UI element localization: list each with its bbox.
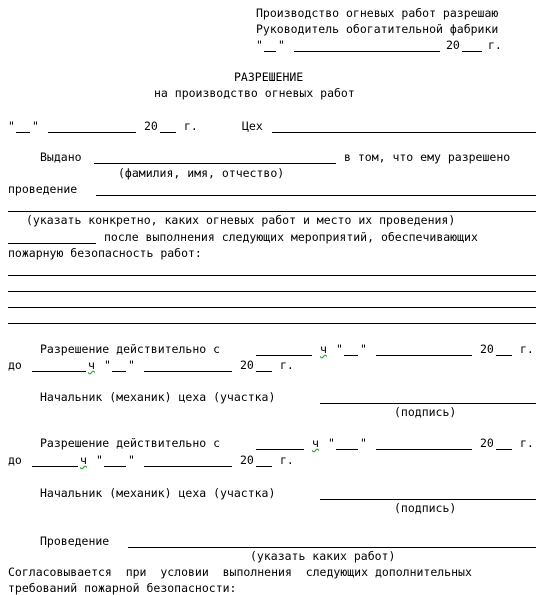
approval-line-2: Руководитель обогатительной фабрики bbox=[256, 22, 499, 36]
validity-2-to-ch: ч bbox=[80, 453, 87, 467]
measures-line-2: пожарную безопасность работ: bbox=[8, 246, 202, 260]
validity-1-to-year-suffix: г. bbox=[280, 358, 294, 372]
head-1-label: Начальник (механик) цеха (участка) bbox=[40, 390, 276, 404]
conduct-label: проведение bbox=[8, 182, 78, 196]
conduct-work-label: Проведение bbox=[40, 534, 110, 548]
validity-1-hour-line[interactable] bbox=[256, 355, 312, 356]
validity-2-month-line[interactable] bbox=[376, 449, 472, 450]
approval-year-prefix: 20 bbox=[446, 38, 460, 52]
validity-2-to-year-suffix: г. bbox=[280, 453, 294, 467]
validity-2-year-line[interactable] bbox=[496, 449, 512, 450]
head-2-sign-hint: (подпись) bbox=[394, 501, 457, 515]
validity-2-ch: ч bbox=[312, 436, 319, 450]
validity-1-year-suffix: г. bbox=[520, 342, 534, 356]
header-quote-close: " bbox=[32, 119, 39, 133]
specify-line[interactable] bbox=[8, 211, 536, 212]
document-subtitle: на производство огневых работ bbox=[154, 86, 355, 100]
validity-1-to-month-line[interactable] bbox=[144, 371, 232, 372]
header-year-line[interactable] bbox=[160, 132, 176, 133]
approval-quote-open: " bbox=[256, 38, 263, 52]
validity-1-to-label: до bbox=[8, 358, 22, 372]
header-month-line[interactable] bbox=[48, 132, 136, 133]
validity-1-to-hour-line[interactable] bbox=[32, 371, 86, 372]
validity-1-ch: ч bbox=[320, 342, 327, 356]
approval-quote-close: " bbox=[278, 38, 285, 52]
header-year-suffix: г. bbox=[184, 119, 198, 133]
validity-1-year-line[interactable] bbox=[496, 355, 512, 356]
conduct-line[interactable] bbox=[96, 195, 536, 196]
validity-2-to-quote-open: " bbox=[96, 453, 103, 467]
measures-entry-line-2[interactable] bbox=[8, 291, 536, 292]
validity-2-to-year-prefix: 20 bbox=[240, 453, 254, 467]
validity-2-to-month-line[interactable] bbox=[144, 466, 232, 467]
header-day-line[interactable] bbox=[16, 132, 30, 133]
validity-1-to-year-prefix: 20 bbox=[240, 358, 254, 372]
approval-day-line[interactable] bbox=[264, 51, 276, 52]
measures-entry-line-3[interactable] bbox=[8, 307, 536, 308]
validity-2-to-label: до bbox=[8, 453, 22, 467]
validity-1-label: Разрешение действительно с bbox=[40, 342, 221, 356]
head-2-sign-line[interactable] bbox=[320, 499, 536, 500]
validity-2-quote-open: " bbox=[328, 436, 335, 450]
approval-month-line[interactable] bbox=[294, 51, 440, 52]
conduct-work-hint: (указать каких работ) bbox=[250, 549, 396, 563]
validity-1-day-line[interactable] bbox=[344, 355, 358, 356]
validity-1-year-prefix: 20 bbox=[480, 342, 494, 356]
validity-1-to-quote-open: " bbox=[104, 358, 111, 372]
issued-tail: в том, что ему разрешено bbox=[344, 150, 511, 164]
measures-line-1: после выполнения следующих мероприятий, обеспечивающих bbox=[104, 230, 478, 244]
measures-entry-line-4[interactable] bbox=[8, 323, 536, 324]
validity-2-year-prefix: 20 bbox=[480, 436, 494, 450]
head-1-sign-line[interactable] bbox=[320, 403, 536, 404]
validity-2-year-suffix: г. bbox=[520, 436, 534, 450]
validity-2-to-quote-close: " bbox=[128, 453, 135, 467]
approval-year-suffix: г. bbox=[488, 38, 502, 52]
validity-2-to-day-line[interactable] bbox=[104, 466, 126, 467]
shop-label: Цех bbox=[242, 119, 263, 133]
issued-name-line[interactable] bbox=[94, 163, 336, 164]
validity-2-label: Разрешение действительно с bbox=[40, 436, 221, 450]
validity-2-hour-line[interactable] bbox=[256, 449, 304, 450]
validity-2-to-year-line[interactable] bbox=[256, 466, 272, 467]
measures-date-line[interactable] bbox=[8, 243, 96, 244]
head-2-label: Начальник (механик) цеха (участка) bbox=[40, 486, 276, 500]
approval-year-line[interactable] bbox=[462, 51, 482, 52]
validity-2-quote-close: " bbox=[360, 436, 367, 450]
approval-line-1: Производство огневых работ разрешаю bbox=[256, 6, 499, 20]
validity-1-to-year-line[interactable] bbox=[256, 371, 272, 372]
validity-2-to-hour-line[interactable] bbox=[32, 466, 78, 467]
validity-1-quote-open: " bbox=[336, 342, 343, 356]
validity-1-to-day-line[interactable] bbox=[112, 371, 126, 372]
header-quote-open: " bbox=[8, 119, 15, 133]
issued-label: Выдано bbox=[40, 150, 82, 164]
shop-line[interactable] bbox=[272, 132, 536, 133]
measures-entry-line-1[interactable] bbox=[8, 275, 536, 276]
document-title: РАЗРЕШЕНИЕ bbox=[234, 70, 304, 84]
validity-1-month-line[interactable] bbox=[376, 355, 472, 356]
header-year-prefix: 20 bbox=[144, 119, 158, 133]
agreed-line-1: Согласовывается при условии выполнения следующих дополнительных bbox=[8, 565, 472, 579]
conduct-work-line[interactable] bbox=[128, 547, 536, 548]
validity-1-quote-close: " bbox=[360, 342, 367, 356]
specify-hint: (указать конкретно, каких огневых работ и место их проведения) bbox=[26, 213, 456, 227]
head-1-sign-hint: (подпись) bbox=[394, 405, 457, 419]
fio-hint: (фамилия, имя, отчество) bbox=[118, 166, 285, 180]
validity-1-to-quote-close: " bbox=[128, 358, 135, 372]
validity-2-day-line[interactable] bbox=[336, 449, 358, 450]
agreed-line-2: требований пожарной безопасности: bbox=[8, 581, 237, 595]
validity-1-to-ch: ч bbox=[88, 358, 95, 372]
